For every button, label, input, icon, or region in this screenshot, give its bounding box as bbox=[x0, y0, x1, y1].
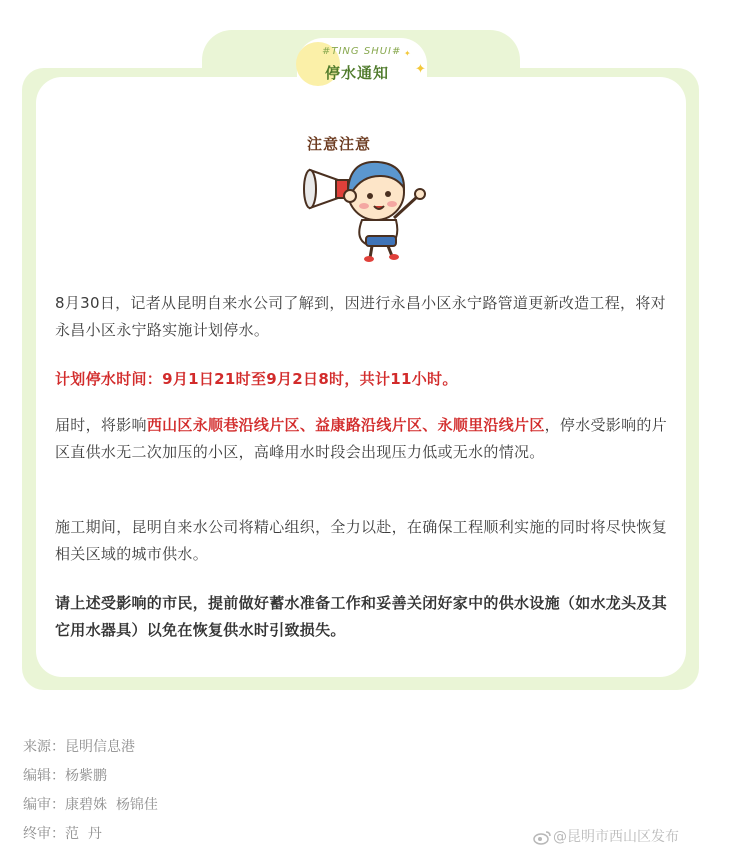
attention-caption: 注意注意 bbox=[307, 135, 372, 153]
credit-final-reviewer: 终审：范 丹 bbox=[23, 826, 102, 842]
megaphone-boy-icon bbox=[300, 150, 430, 262]
watermark-text: @昆明市西山区发布 bbox=[553, 829, 679, 845]
notice-paragraph-intro: 8月30日，记者从昆明自来水公司了解到，因进行永昌小区永宁路管道更新改造工程，将对永昌小区永宁路实施计划停水。 bbox=[55, 294, 666, 339]
affected-areas: 西山区永顺巷沿线片区、益康路沿线片区、永顺里沿线片区 bbox=[146, 416, 545, 434]
page-title: 停水通知 bbox=[325, 64, 390, 82]
notice-paragraph-areas bbox=[55, 412, 675, 466]
areas-prefix: 届时，将影响 bbox=[55, 416, 147, 434]
areas-suffix: ，停水受影响的片区直供水无二次加压的小区，高峰用水时段会出现压力低或无水的情况。 bbox=[55, 416, 668, 461]
credits bbox=[23, 733, 158, 849]
watermark bbox=[533, 826, 679, 846]
header-tag: #TING SHUI# bbox=[322, 46, 402, 57]
sparkle-small-icon: ✦ bbox=[404, 49, 411, 58]
weibo-icon bbox=[533, 829, 553, 845]
credit-reviewer: 编审：康碧姝 杨锦佳 bbox=[23, 797, 158, 813]
notice-paragraph-schedule: 计划停水时间：9月1日21时至9月2日8时，共计11小时。 bbox=[55, 370, 458, 388]
notice-paragraph-construction: 施工期间，昆明自来水公司将精心组织，全力以赴，在确保工程顺利实施的同时将尽快恢复相关区域的城市供水。 bbox=[55, 518, 668, 563]
notice-paragraph-advice: 请上述受影响的市民，提前做好蓄水准备工作和妥善关闭好家中的供水设施（如水龙头及其它用水器具）以免在恢复供水时引致损失。 bbox=[55, 594, 668, 639]
credit-editor: 编辑：杨紫鹏 bbox=[23, 768, 107, 784]
sparkle-icon: ✦ bbox=[415, 62, 426, 77]
credit-source: 来源：昆明信息港 bbox=[23, 739, 135, 755]
